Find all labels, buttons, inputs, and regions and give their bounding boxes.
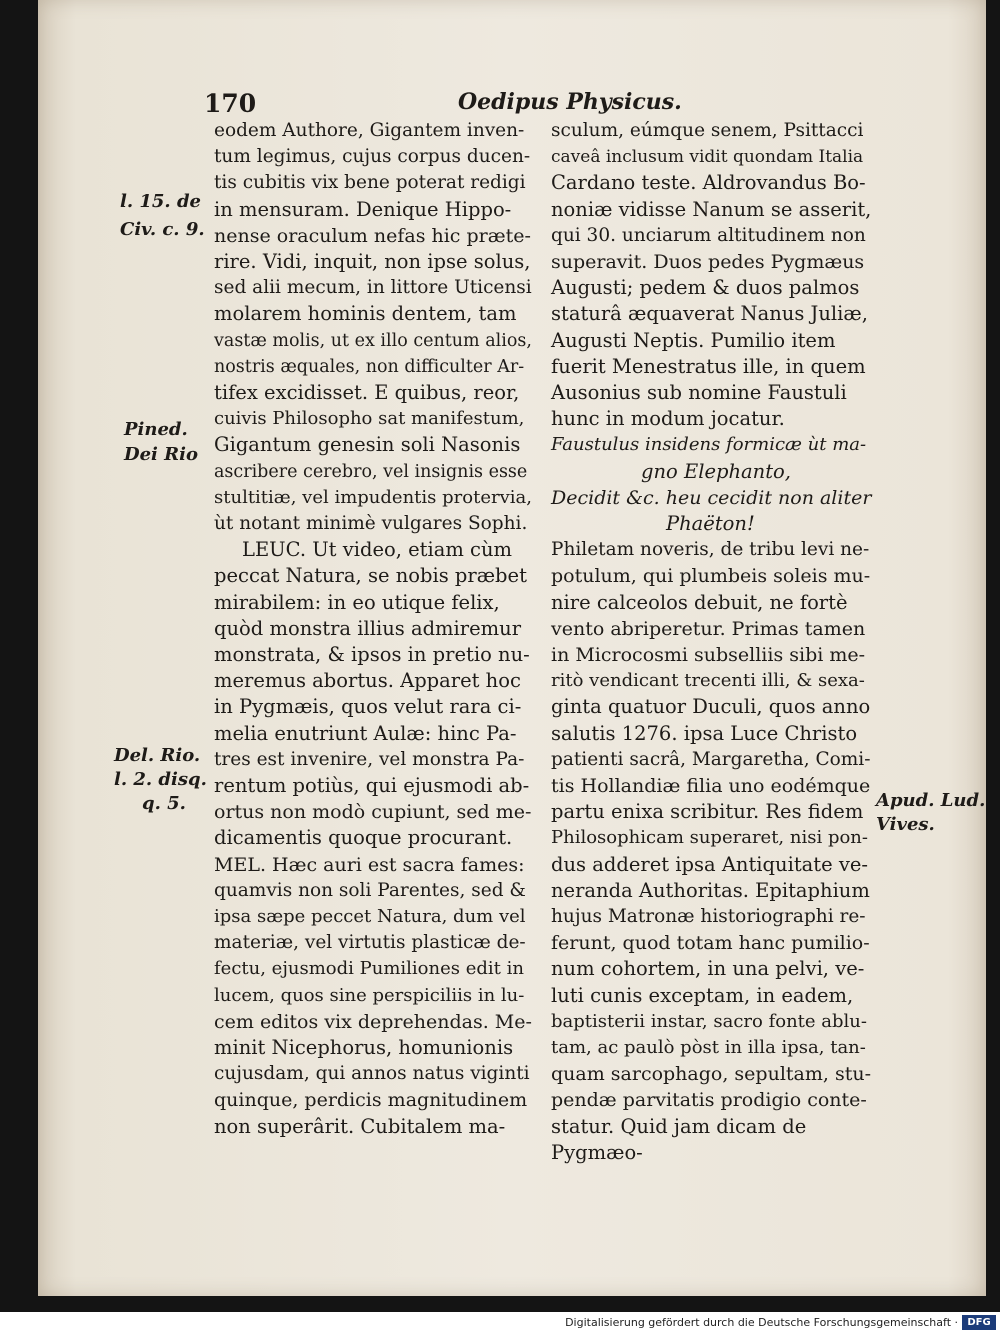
text-line: LEUC. Ut video, etiam cùm bbox=[242, 538, 513, 562]
text-line: neranda Authoritas. Epitaphium bbox=[551, 878, 870, 902]
text-line: Gigantum genesin soli Nasonis bbox=[214, 433, 521, 457]
text-line: vento abriperetur. Primas tamen bbox=[551, 617, 866, 640]
text-line: ritò vendicant trecenti illi, & sexa- bbox=[551, 670, 865, 692]
text-line: fuerit Menestratus ille, in quem bbox=[551, 354, 866, 378]
text-line: Phaëton! bbox=[666, 512, 755, 535]
text-line: in mensuram. Denique Hippo- bbox=[214, 197, 512, 221]
text-line: non superârit. Cubitalem ma- bbox=[214, 1114, 506, 1138]
text-line: baptisterii instar, sacro fonte ablu- bbox=[551, 1010, 867, 1032]
text-line: hujus Matronæ historiographi re- bbox=[551, 906, 866, 927]
margin-note-2-line-2: Dei Rio bbox=[124, 444, 198, 465]
text-line: Philosophicam superaret, nisi pon- bbox=[551, 827, 868, 849]
text-line: in Microcosmi subselliis sibi me- bbox=[551, 644, 866, 666]
text-line: quam sarcophago, sepultam, stu- bbox=[551, 1063, 872, 1086]
text-line: superavit. Duos pedes Pygmæus bbox=[551, 251, 865, 273]
margin-note-1-line-2: Civ. c. 9. bbox=[120, 219, 205, 240]
margin-note-3-line-3: q. 5. bbox=[142, 793, 186, 814]
text-line: Ausonius sub nomine Faustuli bbox=[551, 381, 847, 404]
text-line: Decidit &c. heu cecidit non aliter bbox=[551, 486, 872, 509]
text-line: MEL. Hæc auri est sacra fames: bbox=[214, 853, 525, 876]
text-line: staturâ æquaverat Nanus Juliæ, bbox=[551, 302, 868, 326]
text-line: lucem, quos sine perspiciliis in lu- bbox=[214, 984, 525, 1006]
text-line: fectu, ejusmodi Pumiliones edit in bbox=[214, 958, 524, 980]
text-line: cuivis Philosopho sat manifestum, bbox=[214, 408, 525, 430]
text-line: ferunt, quod totam hanc pumilio- bbox=[551, 932, 870, 955]
text-line: vastæ molis, ut ex illo centum alios, bbox=[214, 330, 532, 351]
text-line: hunc in modum jocatur. bbox=[551, 407, 785, 431]
footer-credit: Digitalisierung gefördert durch die Deutsche Forschungsgemeinschaft · bbox=[565, 1316, 958, 1329]
text-line: ascribere cerebro, vel insignis esse bbox=[214, 461, 528, 482]
margin-note-4-line-1: Apud. Lud. bbox=[876, 790, 986, 811]
text-line: ùt notant minimè vulgares Sophi. bbox=[214, 513, 528, 534]
text-line: Pygmæo- bbox=[551, 1140, 643, 1164]
text-line: quamvis non soli Parentes, sed & bbox=[214, 879, 526, 901]
text-line: qui 30. unciarum altitudinem non bbox=[551, 224, 866, 246]
margin-note-2-line-1: Pined. bbox=[124, 419, 188, 440]
text-line: caveâ inclusum vidit quondam Italia bbox=[551, 147, 864, 168]
text-line: peccat Natura, se nobis præbet bbox=[214, 564, 527, 588]
text-line: patienti sacrâ, Margaretha, Comi- bbox=[551, 748, 871, 770]
text-line: Philetam noveris, de tribu levi ne- bbox=[551, 539, 870, 561]
text-line: sculum, eúmque senem, Psittacci bbox=[551, 120, 864, 141]
text-line: Augusti Neptis. Pumilio item bbox=[551, 328, 836, 352]
text-line: pendæ parvitatis prodigio conte- bbox=[551, 1089, 867, 1112]
text-line: potulum, qui plumbeis soleis mu- bbox=[551, 565, 871, 588]
margin-note-3-line-2: l. 2. disq. bbox=[114, 769, 207, 790]
footer-bar bbox=[0, 1312, 1000, 1334]
text-line: melia enutriunt Aulæ: hinc Pa- bbox=[214, 721, 517, 745]
text-line: molarem hominis dentem, tam bbox=[214, 302, 517, 326]
text-line: cem editos vix deprehendas. Me- bbox=[214, 1010, 532, 1033]
text-line: nire calceolos debuit, ne fortè bbox=[551, 590, 848, 614]
text-line: luti cunis exceptam, in eadem, bbox=[551, 983, 854, 1007]
text-line: stultitiæ, vel impudentis protervia, bbox=[214, 486, 532, 508]
page-number: 170 bbox=[204, 89, 257, 118]
text-line: in Pygmæis, quos velut rara ci- bbox=[214, 695, 522, 719]
margin-note-1-line-1: l. 15. de bbox=[120, 191, 201, 212]
text-line: nostris æquales, non difficulter Ar- bbox=[214, 356, 525, 377]
text-line: minit Nicephorus, homunionis bbox=[214, 1036, 514, 1059]
text-line: Augusti; pedem & duos palmos bbox=[551, 276, 860, 300]
text-line: rire. Vidi, inquit, non ipse solus, bbox=[214, 250, 531, 273]
text-line: ortus non modò cupiunt, sed me- bbox=[214, 801, 532, 824]
dfg-logo: DFG bbox=[962, 1315, 996, 1330]
text-line: gno Elephanto, bbox=[641, 459, 791, 483]
text-line: tres est invenire, vel monstra Pa- bbox=[214, 748, 525, 770]
text-line: tis cubitis vix bene poterat redigi bbox=[214, 172, 526, 194]
text-line: mirabilem: in eo utique felix, bbox=[214, 590, 500, 614]
text-line: tam, ac paulò pòst in illa ipsa, tan- bbox=[551, 1037, 866, 1058]
text-line: quòd monstra illius admiremur bbox=[214, 616, 522, 640]
text-line: tifex excidisset. E quibus, reor, bbox=[214, 381, 520, 404]
text-line: monstrata, & ipsos in pretio nu- bbox=[214, 643, 530, 666]
text-line: partu enixa scribitur. Res fidem bbox=[551, 800, 864, 824]
text-line: meremus abortus. Apparet hoc bbox=[214, 669, 521, 693]
text-line: ginta quatuor Duculi, quos anno bbox=[551, 695, 871, 719]
text-line: rentum potiùs, qui ejusmodi ab- bbox=[214, 774, 530, 797]
text-line: statur. Quid jam dicam de bbox=[551, 1114, 807, 1138]
margin-note-4-line-2: Vives. bbox=[876, 814, 935, 835]
text-line: Faustulus insidens formicæ ùt ma- bbox=[551, 434, 867, 456]
text-line: tum legimus, cujus corpus ducen- bbox=[214, 146, 531, 168]
margin-note-3-line-1: Del. Rio. bbox=[114, 745, 201, 766]
text-line: Cardano teste. Aldrovandus Bo- bbox=[551, 171, 866, 195]
running-title: Oedipus Physicus. bbox=[458, 89, 682, 115]
text-line: cujusdam, qui annos natus viginti bbox=[214, 1063, 530, 1085]
text-line: materiæ, vel virtutis plasticæ de- bbox=[214, 932, 526, 954]
text-line: nense oraculum nefas hic præte- bbox=[214, 224, 531, 247]
text-line: tis Hollandiæ filia uno eodémque bbox=[551, 775, 871, 797]
text-line: dus adderet ipsa Antiquitate ve- bbox=[551, 852, 868, 876]
text-line: ipsa sæpe peccet Natura, dum vel bbox=[214, 906, 526, 927]
text-line: eodem Authore, Gigantem inven- bbox=[214, 120, 525, 141]
text-line: noniæ vidisse Nanum se asserit, bbox=[551, 197, 872, 221]
text-line: sed alii mecum, in littore Uticensi bbox=[214, 277, 532, 299]
text-line: dicamentis quoque procurant. bbox=[214, 826, 513, 850]
text-line: salutis 1276. ipsa Luce Christo bbox=[551, 721, 858, 745]
text-line: num cohortem, in una pelvi, ve- bbox=[551, 957, 865, 981]
text-line: quinque, perdicis magnitudinem bbox=[214, 1089, 528, 1112]
